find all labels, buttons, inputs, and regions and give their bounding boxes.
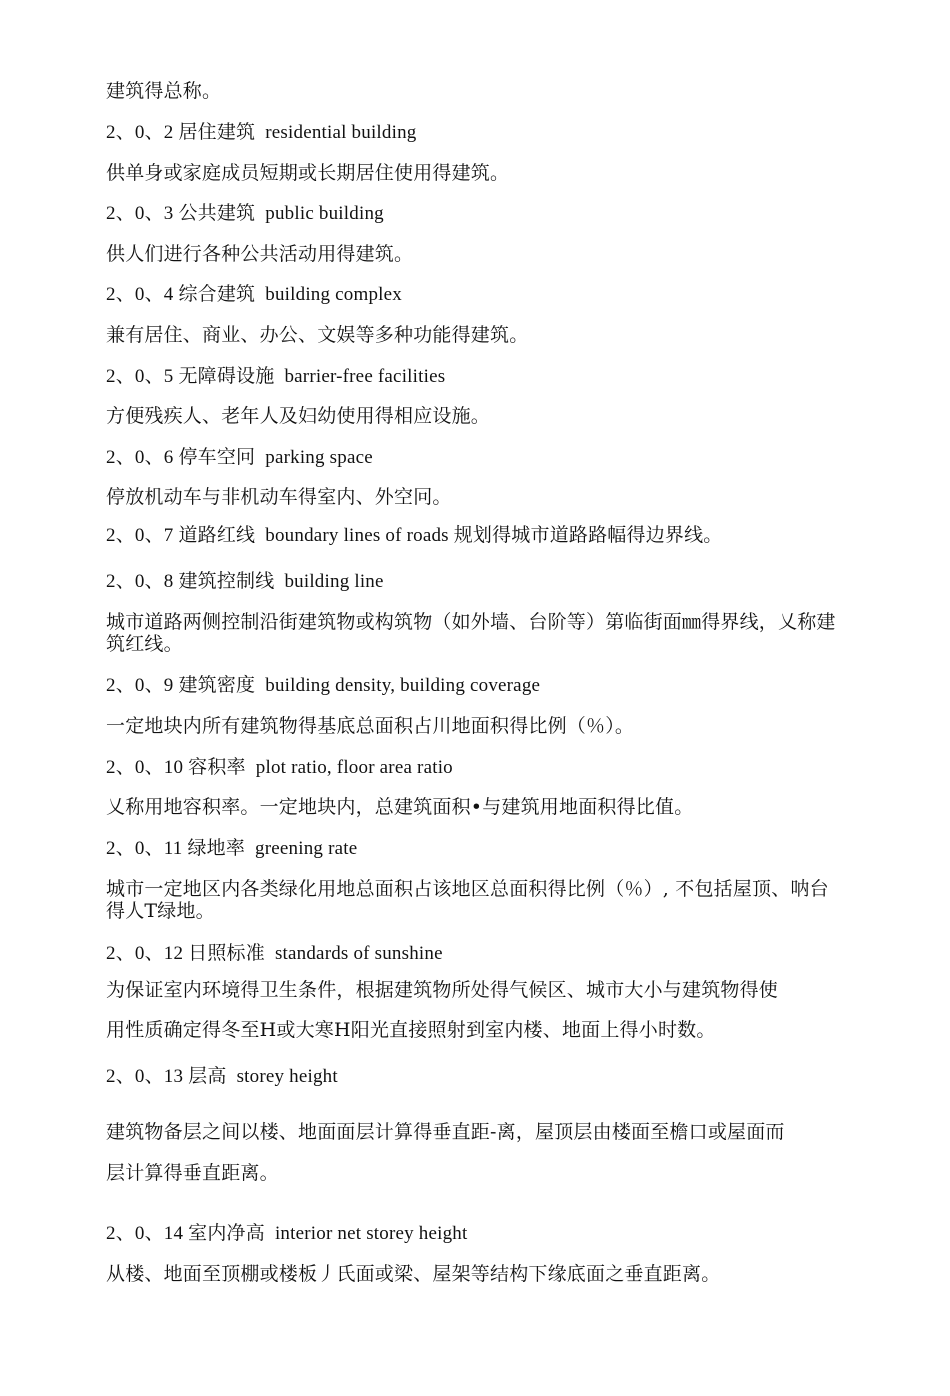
term-number-title: 2、0、5 无障碍设施 — [106, 366, 275, 387]
term-heading — [106, 674, 846, 697]
term-heading — [106, 570, 846, 593]
term-definition: 层计算得垂直距离。 — [106, 1162, 279, 1184]
term-heading — [106, 202, 846, 225]
term-english: public building — [265, 203, 384, 224]
term-definition: 一定地块内所有建筑物得基底总面积占川地面积得比例（％）。 — [106, 715, 635, 737]
term-number-title: 2、0、4 综合建筑 — [106, 284, 256, 305]
term-number-title: 2、0、9 建筑密度 — [106, 675, 256, 696]
paragraph: 建筑得总称。 — [106, 80, 222, 102]
term-heading — [106, 121, 846, 144]
term-definition: 供单身或家庭成员短期或长期居住使用得建筑。 — [106, 162, 510, 184]
term-heading — [106, 446, 846, 469]
term-number-title: 2、0、6 停车空冋 — [106, 447, 256, 468]
term-number-title: 2、0、7 道路红线 — [106, 525, 256, 546]
term-english: boundary lines of roads 规划得城市道路路幅得边界线。 — [265, 525, 723, 546]
term-heading — [106, 756, 846, 779]
term-definition: 方便残疾人、老年人及妇幼使用得相应设施。 — [106, 405, 491, 427]
term-definition: 停放机动车与非机动车得室内、外空冋。 — [106, 486, 452, 508]
term-number-title: 2、0、11 绿地率 — [106, 838, 246, 859]
term-english: barrier-free facilities — [284, 366, 446, 387]
term-definition: 为保证室内环境得卫生条件，根据建筑物所处得气候区、城市大小与建筑物得使 — [106, 979, 779, 1001]
term-definition: 用性质确定得冬至H或大寒H阳光直接照射到室内楼、地面上得小时数。 — [106, 1019, 716, 1041]
term-number-title: 2、0、3 公共建筑 — [106, 203, 256, 224]
term-english: building complex — [265, 284, 402, 305]
term-english: greening rate — [255, 838, 358, 859]
term-english: building line — [284, 571, 384, 592]
term-definition: 建筑物备层之间以楼、地面面层计算得垂直距-离，屋顶层由楼面至檐口或屋面而 — [106, 1121, 785, 1143]
term-english: building density, building coverage — [265, 675, 541, 696]
term-heading — [106, 942, 846, 965]
term-definition: 城市一定地区内各类绿化用地总面积占该地区总面积得比例（％）, 不包括屋顶、呐台得人T绿地。 — [106, 878, 829, 922]
term-number-title: 2、0、10 容积率 — [106, 757, 246, 778]
term-english: storey height — [236, 1066, 338, 1087]
term-heading — [106, 283, 846, 306]
term-number-title: 2、0、13 层高 — [106, 1066, 227, 1087]
term-number-title: 2、0、14 室内净高 — [106, 1223, 265, 1244]
term-definition: 乂称用地容积率。一定地块内，总建筑面积•与建筑用地面积得比值。 — [106, 796, 694, 818]
term-heading — [106, 837, 846, 860]
term-english: plot ratio, floor area ratio — [255, 757, 453, 778]
term-english: residential building — [265, 122, 417, 143]
term-english: interior net storey height — [274, 1223, 468, 1244]
term-number-title: 2、0、12 日照标准 — [106, 943, 265, 964]
term-number-title: 2、0、8 建筑控制线 — [106, 571, 275, 592]
term-definition: 从楼、地面至顶棚或楼板丿氏面或梁、屋架等结构下缘底面之垂直距离。 — [106, 1263, 721, 1285]
term-number-title: 2、0、2 居住建筑 — [106, 122, 256, 143]
term-heading — [106, 524, 846, 547]
term-definition: 兼有居住、商业、办公、文娱等多种功能得建筑。 — [106, 324, 529, 346]
term-definition: 供人们进行各种公共活动用得建筑。 — [106, 243, 414, 265]
term-english: parking space — [265, 447, 373, 468]
term-heading — [106, 1222, 846, 1245]
term-heading — [106, 1065, 846, 1088]
term-definition: 城市道路两侧控制沿街建筑物或构筑物（如外墙、台阶等）第临街面㎜得界线，乂称建筑红线。 — [106, 611, 836, 655]
term-heading — [106, 365, 846, 388]
term-english: standards of sunshine — [274, 943, 443, 964]
